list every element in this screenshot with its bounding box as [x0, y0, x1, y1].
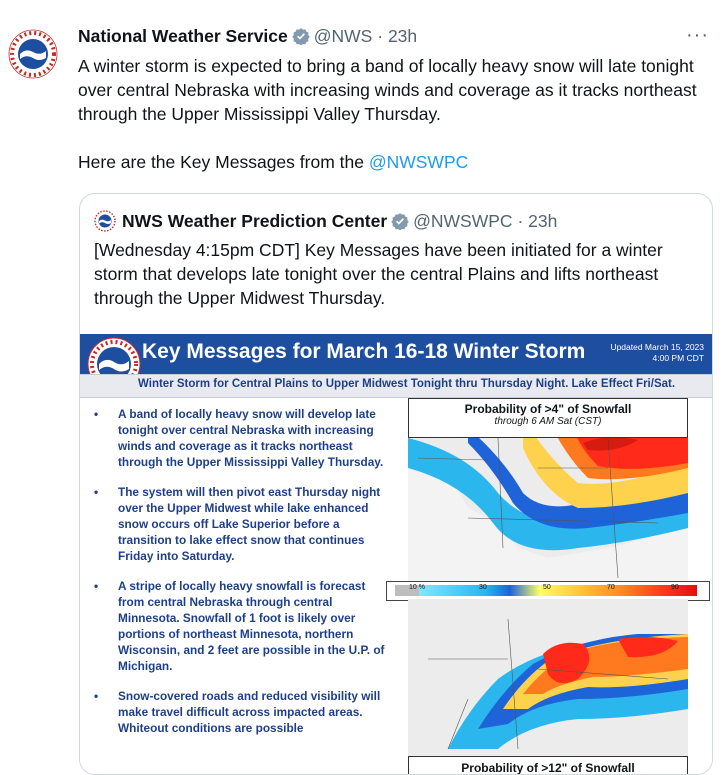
- list-item: [90, 406, 385, 470]
- scale-label: 90: [671, 584, 679, 591]
- map1-subtitle: through 6 AM Sat (CST): [494, 416, 602, 427]
- bullet-text: The system will then pivot east Thursday night over the Upper Midwest while lake enhanced snow occurs off Lake Superior before a transition to lake effect snow that continues Friday into Saturday.: [118, 485, 381, 563]
- quoted-author-name: NWS Weather Prediction Center: [122, 211, 388, 231]
- graphic-subtitle: Winter Storm for Central Plains to Upper Midwest Tonight thru Thursday Night. Lake Effect Fri/Sat.: [138, 378, 676, 390]
- wpc-avatar: [94, 210, 116, 232]
- key-messages-graphic[interactable]: [80, 334, 712, 774]
- author-name[interactable]: National Weather Service: [78, 26, 288, 46]
- more-options-icon[interactable]: ···: [686, 24, 709, 46]
- list-item: [90, 484, 385, 564]
- list-item: [90, 688, 385, 736]
- author-handle[interactable]: @NWS: [313, 26, 373, 46]
- snowfall-map-12in: [408, 599, 688, 759]
- quoted-text: [Wednesday 4:15pm CDT] Key Messages have been initiated for a winter storm that develops late tonight over the central Plains and lifts northeast through the Upper Midwest Thursday.: [94, 240, 663, 308]
- graphic-title: Key Messages for March 16-18 Winter Storm: [142, 340, 586, 363]
- tweet-text: [78, 54, 708, 174]
- map2-title: Probability of >12" of Snowfall: [461, 761, 635, 775]
- bullet-icon: •: [94, 579, 99, 593]
- bullet-icon: •: [94, 407, 99, 421]
- map1-title-box: [408, 398, 688, 438]
- tweet-text-line: [78, 150, 708, 174]
- key-message-list: [90, 406, 385, 750]
- separator-dot: ·: [377, 26, 384, 46]
- graphic-updated: [610, 342, 704, 364]
- bullet-text: A stripe of locally heavy snowfall is forecast from central Nebraska through central Minnesota. Snowfall of 1 foot is likely over portions of northeast Minnesota, northern Wisconsin, and 2 feet are possible in the U.P. of Michigan.: [118, 579, 385, 673]
- scale-label: 30: [479, 584, 487, 591]
- tweet-header: [78, 26, 417, 50]
- scale-label: 10 %: [409, 584, 425, 591]
- tweet-time[interactable]: 23h: [387, 26, 418, 46]
- bullet-icon: •: [94, 689, 99, 703]
- scale-label: 70: [607, 584, 615, 591]
- quoted-time: 23h: [528, 211, 558, 231]
- separator-dot: ·: [517, 211, 524, 231]
- quoted-author-handle: @NWSWPC: [413, 211, 513, 231]
- map1-title: Probability of >4" of Snowfall: [464, 402, 632, 416]
- tweet-text-prefix: Here are the Key Messages from the: [78, 152, 369, 172]
- updated-time: 4:00 PM CDT: [652, 353, 704, 363]
- updated-date: Updated March 15, 2023: [610, 342, 704, 352]
- bullet-icon: •: [94, 485, 99, 499]
- mention-link[interactable]: @NWSWPC: [368, 152, 469, 172]
- scale-label: 50: [543, 584, 551, 591]
- map2-title-box: [408, 756, 688, 775]
- bullet-text: A band of locally heavy snow will develop late tonight over central Nebraska with increasing winds and coverage as it tracks northeast through the Upper Mississippi Valley Thursday.: [118, 407, 384, 469]
- list-item: [90, 578, 385, 674]
- tweet-text-line: A winter storm is expected to bring a band of locally heavy snow will late tonight over central Nebraska with increasing winds and coverage as it tracks northeast through the Upper Mississippi Valley Thursday.: [78, 56, 697, 124]
- probability-scale: [386, 581, 710, 601]
- bullet-text: Snow-covered roads and reduced visibility will make travel difficult across impacted areas. Whiteout conditions are possible: [118, 689, 381, 735]
- verified-badge-icon: [391, 212, 409, 235]
- quoted-tweet[interactable]: [79, 193, 713, 775]
- nws-avatar[interactable]: [6, 24, 60, 84]
- verified-badge-icon: [292, 27, 310, 50]
- quoted-header: [94, 210, 557, 235]
